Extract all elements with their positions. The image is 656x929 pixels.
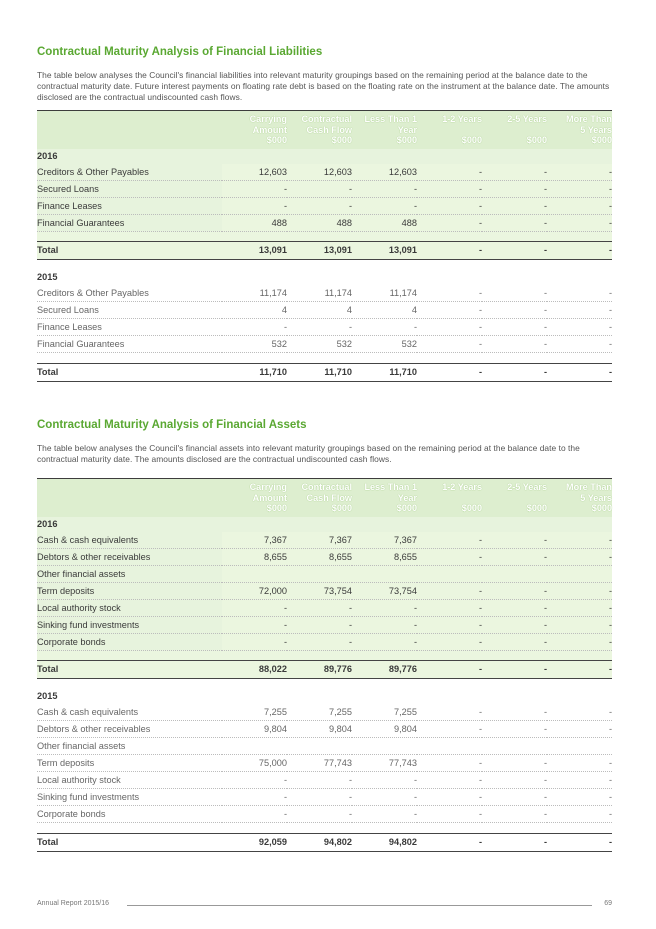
column-header bbox=[37, 111, 222, 149]
cell-value: - bbox=[547, 582, 612, 599]
cell-value: 75,000 bbox=[222, 754, 287, 771]
cell-value bbox=[547, 565, 612, 582]
spacer-row bbox=[37, 259, 612, 270]
cell-value bbox=[417, 565, 482, 582]
cell-value: - bbox=[482, 582, 547, 599]
cell-value: 488 bbox=[222, 214, 287, 231]
total-row bbox=[37, 660, 612, 678]
cell-value: 72,000 bbox=[222, 582, 287, 599]
row-label: Total bbox=[37, 241, 222, 259]
cell-value: 7,255 bbox=[222, 704, 287, 721]
table-row bbox=[37, 737, 612, 754]
cell-value: 11,174 bbox=[287, 285, 352, 302]
cell-value: - bbox=[352, 805, 417, 822]
cell-value: - bbox=[287, 616, 352, 633]
cell-value: 7,367 bbox=[287, 532, 352, 549]
page-number: 69 bbox=[604, 900, 612, 907]
row-label: Corporate bonds bbox=[37, 805, 222, 822]
row-label: Total bbox=[37, 833, 222, 851]
cell-value: - bbox=[482, 241, 547, 259]
cell-value: - bbox=[352, 318, 417, 335]
cell-value: - bbox=[547, 335, 612, 352]
year-row bbox=[37, 689, 612, 704]
table-row bbox=[37, 565, 612, 582]
cell-value: - bbox=[287, 633, 352, 650]
cell-value: 73,754 bbox=[352, 582, 417, 599]
column-header: Less Than 1 Year $000 bbox=[352, 479, 417, 517]
cell-value: - bbox=[417, 285, 482, 302]
cell-value: 4 bbox=[352, 301, 417, 318]
table-row bbox=[37, 754, 612, 771]
cell-value: - bbox=[547, 285, 612, 302]
cell-value: - bbox=[482, 771, 547, 788]
cell-value: 7,255 bbox=[287, 704, 352, 721]
cell-value: - bbox=[547, 214, 612, 231]
cell-value: - bbox=[287, 771, 352, 788]
header-row bbox=[37, 479, 612, 517]
column-header: More Than 5 Years $000 bbox=[547, 479, 612, 517]
assets-section bbox=[37, 418, 612, 852]
liabilities-section bbox=[37, 45, 612, 382]
cell-value bbox=[287, 565, 352, 582]
cell-value: - bbox=[482, 164, 547, 181]
cell-value: - bbox=[417, 197, 482, 214]
liabilities-table bbox=[37, 110, 612, 382]
cell-value bbox=[417, 737, 482, 754]
cell-value: 11,710 bbox=[352, 363, 417, 381]
table-row bbox=[37, 301, 612, 318]
cell-value: - bbox=[222, 318, 287, 335]
table-row bbox=[37, 285, 612, 302]
table-row bbox=[37, 548, 612, 565]
cell-value: 7,255 bbox=[352, 704, 417, 721]
cell-value: 7,367 bbox=[222, 532, 287, 549]
cell-value: 13,091 bbox=[287, 241, 352, 259]
cell-value: - bbox=[482, 616, 547, 633]
cell-value: 532 bbox=[222, 335, 287, 352]
cell-value: - bbox=[482, 548, 547, 565]
cell-value: 488 bbox=[352, 214, 417, 231]
cell-value: 7,367 bbox=[352, 532, 417, 549]
cell-value: - bbox=[547, 301, 612, 318]
row-label: Finance Leases bbox=[37, 318, 222, 335]
column-header: More Than 5 Years $000 bbox=[547, 111, 612, 149]
liabilities-title: Contractual Maturity Analysis of Financial Liabilities bbox=[37, 46, 323, 58]
cell-value: 488 bbox=[287, 214, 352, 231]
table-row bbox=[37, 788, 612, 805]
row-label: Financial Guarantees bbox=[37, 335, 222, 352]
cell-value: - bbox=[482, 754, 547, 771]
table-row bbox=[37, 335, 612, 352]
row-label: Debtors & other receivables bbox=[37, 548, 222, 565]
cell-value: - bbox=[417, 363, 482, 381]
cell-value: - bbox=[547, 833, 612, 851]
row-label: Debtors & other receivables bbox=[37, 720, 222, 737]
cell-value bbox=[482, 565, 547, 582]
cell-value: - bbox=[417, 241, 482, 259]
cell-value: - bbox=[482, 363, 547, 381]
column-header: Carrying Amount $000 bbox=[222, 111, 287, 149]
table-row bbox=[37, 164, 612, 181]
cell-value: 11,174 bbox=[352, 285, 417, 302]
column-header: 1-2 Years $000 bbox=[417, 111, 482, 149]
cell-value: - bbox=[547, 660, 612, 678]
spacer-row bbox=[37, 352, 612, 363]
row-label: Total bbox=[37, 363, 222, 381]
row-label: Secured Loans bbox=[37, 301, 222, 318]
cell-value: - bbox=[417, 633, 482, 650]
table-row bbox=[37, 720, 612, 737]
cell-value: - bbox=[482, 805, 547, 822]
cell-value: - bbox=[482, 318, 547, 335]
total-row bbox=[37, 833, 612, 851]
cell-value: 73,754 bbox=[287, 582, 352, 599]
row-label: Other financial assets bbox=[37, 565, 222, 582]
cell-value: - bbox=[287, 599, 352, 616]
row-label: Local authority stock bbox=[37, 599, 222, 616]
year-label: 2016 bbox=[37, 149, 612, 164]
column-header: Less Than 1 Year $000 bbox=[352, 111, 417, 149]
cell-value: 8,655 bbox=[222, 548, 287, 565]
cell-value: - bbox=[547, 318, 612, 335]
column-header: 2-5 Years $000 bbox=[482, 479, 547, 517]
column-header bbox=[37, 479, 222, 517]
cell-value: - bbox=[547, 197, 612, 214]
cell-value bbox=[222, 565, 287, 582]
cell-value: - bbox=[417, 599, 482, 616]
cell-value: - bbox=[287, 318, 352, 335]
cell-value: - bbox=[547, 805, 612, 822]
cell-value: 11,174 bbox=[222, 285, 287, 302]
cell-value bbox=[287, 737, 352, 754]
cell-value: 13,091 bbox=[222, 241, 287, 259]
cell-value: - bbox=[417, 771, 482, 788]
cell-value: - bbox=[547, 771, 612, 788]
cell-value: - bbox=[482, 833, 547, 851]
cell-value: - bbox=[222, 616, 287, 633]
cell-value: 12,603 bbox=[352, 164, 417, 181]
table-row bbox=[37, 771, 612, 788]
cell-value: - bbox=[547, 164, 612, 181]
cell-value: - bbox=[482, 214, 547, 231]
page-footer bbox=[37, 900, 612, 912]
cell-value: - bbox=[547, 548, 612, 565]
cell-value: - bbox=[547, 633, 612, 650]
cell-value: - bbox=[417, 805, 482, 822]
cell-value: - bbox=[482, 788, 547, 805]
cell-value: 9,804 bbox=[352, 720, 417, 737]
cell-value: - bbox=[222, 805, 287, 822]
cell-value: 12,603 bbox=[287, 164, 352, 181]
cell-value bbox=[352, 565, 417, 582]
cell-value: - bbox=[222, 197, 287, 214]
cell-value: 532 bbox=[352, 335, 417, 352]
assets-intro: The table below analyses the Council's financial assets into relevant maturity groupings based on the remaining period at the balance date to the contractual maturity date. The amounts disclosed are the contractual undiscounted cash flows. bbox=[37, 443, 580, 464]
cell-value: - bbox=[417, 616, 482, 633]
cell-value: - bbox=[417, 788, 482, 805]
table-row bbox=[37, 532, 612, 549]
cell-value: - bbox=[482, 197, 547, 214]
row-label: Secured Loans bbox=[37, 180, 222, 197]
column-header: Contractual Cash Flow $000 bbox=[287, 111, 352, 149]
spacer-row bbox=[37, 650, 612, 660]
cell-value: - bbox=[417, 214, 482, 231]
column-header: Carrying Amount $000 bbox=[222, 479, 287, 517]
cell-value: - bbox=[417, 335, 482, 352]
cell-value bbox=[547, 737, 612, 754]
cell-value: - bbox=[352, 599, 417, 616]
table-row bbox=[37, 616, 612, 633]
cell-value: - bbox=[352, 197, 417, 214]
row-label: Finance Leases bbox=[37, 197, 222, 214]
table-row bbox=[37, 180, 612, 197]
cell-value: 9,804 bbox=[287, 720, 352, 737]
row-label: Sinking fund investments bbox=[37, 788, 222, 805]
row-label: Creditors & Other Payables bbox=[37, 164, 222, 181]
assets-table bbox=[37, 478, 612, 852]
cell-value: - bbox=[547, 788, 612, 805]
cell-value: - bbox=[287, 805, 352, 822]
cell-value: - bbox=[417, 180, 482, 197]
row-label: Total bbox=[37, 660, 222, 678]
cell-value: - bbox=[482, 301, 547, 318]
cell-value: - bbox=[352, 771, 417, 788]
cell-value: - bbox=[547, 720, 612, 737]
cell-value: - bbox=[417, 720, 482, 737]
table-row bbox=[37, 582, 612, 599]
column-header: 2-5 Years $000 bbox=[482, 111, 547, 149]
cell-value: 88,022 bbox=[222, 660, 287, 678]
cell-value: - bbox=[547, 704, 612, 721]
cell-value: 8,655 bbox=[287, 548, 352, 565]
cell-value: - bbox=[352, 788, 417, 805]
cell-value: - bbox=[547, 754, 612, 771]
cell-value: 89,776 bbox=[287, 660, 352, 678]
cell-value: 4 bbox=[222, 301, 287, 318]
cell-value: - bbox=[417, 548, 482, 565]
cell-value: - bbox=[417, 582, 482, 599]
row-label: Other financial assets bbox=[37, 737, 222, 754]
cell-value: - bbox=[417, 704, 482, 721]
year-row bbox=[37, 517, 612, 532]
total-row bbox=[37, 363, 612, 381]
cell-value: - bbox=[222, 788, 287, 805]
row-label: Corporate bonds bbox=[37, 633, 222, 650]
cell-value: 94,802 bbox=[352, 833, 417, 851]
cell-value bbox=[352, 737, 417, 754]
cell-value: - bbox=[287, 788, 352, 805]
cell-value: - bbox=[482, 633, 547, 650]
cell-value: - bbox=[417, 833, 482, 851]
cell-value: 13,091 bbox=[352, 241, 417, 259]
cell-value: 92,059 bbox=[222, 833, 287, 851]
footer-report-name: Annual Report 2015/16 bbox=[37, 900, 109, 907]
cell-value: - bbox=[352, 633, 417, 650]
cell-value: 4 bbox=[287, 301, 352, 318]
cell-value: - bbox=[417, 754, 482, 771]
cell-value bbox=[482, 737, 547, 754]
header-row bbox=[37, 111, 612, 149]
table-row bbox=[37, 704, 612, 721]
year-label: 2015 bbox=[37, 271, 58, 282]
cell-value: - bbox=[547, 180, 612, 197]
table-row bbox=[37, 633, 612, 650]
spacer-row bbox=[37, 678, 612, 689]
cell-value: - bbox=[352, 180, 417, 197]
cell-value: - bbox=[287, 180, 352, 197]
cell-value: - bbox=[222, 599, 287, 616]
cell-value: - bbox=[547, 599, 612, 616]
spacer-row bbox=[37, 231, 612, 241]
table-row bbox=[37, 599, 612, 616]
assets-title: Contractual Maturity Analysis of Financial Assets bbox=[37, 419, 307, 431]
footer-rule bbox=[127, 905, 592, 906]
cell-value: 89,776 bbox=[352, 660, 417, 678]
cell-value: - bbox=[482, 704, 547, 721]
row-label: Local authority stock bbox=[37, 771, 222, 788]
cell-value: - bbox=[482, 720, 547, 737]
liabilities-intro: The table below analyses the Council's financial liabilities into relevant maturity groupings based on the remaining period at the balance date to the contractual maturity date. Future interest payments on floating rate debt is based on the floating rate on the instrument at the balance date. The amounts disclosed are the contractual undiscounted cash flows. bbox=[37, 70, 610, 102]
cell-value: - bbox=[547, 616, 612, 633]
table-row bbox=[37, 214, 612, 231]
cell-value: 77,743 bbox=[352, 754, 417, 771]
cell-value bbox=[222, 737, 287, 754]
year-row bbox=[37, 149, 612, 164]
cell-value: 94,802 bbox=[287, 833, 352, 851]
cell-value: - bbox=[547, 532, 612, 549]
cell-value: - bbox=[482, 285, 547, 302]
cell-value: - bbox=[417, 532, 482, 549]
cell-value: - bbox=[547, 363, 612, 381]
row-label: Term deposits bbox=[37, 582, 222, 599]
cell-value: 11,710 bbox=[287, 363, 352, 381]
row-label: Sinking fund investments bbox=[37, 616, 222, 633]
cell-value: 9,804 bbox=[222, 720, 287, 737]
row-label: Cash & cash equivalents bbox=[37, 532, 222, 549]
row-label: Creditors & Other Payables bbox=[37, 285, 222, 302]
row-label: Financial Guarantees bbox=[37, 214, 222, 231]
cell-value: - bbox=[417, 660, 482, 678]
cell-value: 77,743 bbox=[287, 754, 352, 771]
cell-value: - bbox=[417, 164, 482, 181]
cell-value: - bbox=[222, 633, 287, 650]
row-label: Cash & cash equivalents bbox=[37, 704, 222, 721]
year-label: 2015 bbox=[37, 690, 58, 701]
spacer-row bbox=[37, 822, 612, 833]
year-label: 2016 bbox=[37, 517, 612, 532]
cell-value: 11,710 bbox=[222, 363, 287, 381]
cell-value: - bbox=[222, 771, 287, 788]
table-row bbox=[37, 318, 612, 335]
cell-value: - bbox=[482, 599, 547, 616]
row-label: Term deposits bbox=[37, 754, 222, 771]
cell-value: 532 bbox=[287, 335, 352, 352]
table-row bbox=[37, 197, 612, 214]
table-row bbox=[37, 805, 612, 822]
column-header: 1-2 Years $000 bbox=[417, 479, 482, 517]
cell-value: - bbox=[482, 532, 547, 549]
cell-value: - bbox=[482, 180, 547, 197]
cell-value: - bbox=[482, 660, 547, 678]
cell-value: 8,655 bbox=[352, 548, 417, 565]
cell-value: 12,603 bbox=[222, 164, 287, 181]
cell-value: - bbox=[352, 616, 417, 633]
cell-value: - bbox=[417, 301, 482, 318]
column-header: Contractual Cash Flow $000 bbox=[287, 479, 352, 517]
cell-value: - bbox=[417, 318, 482, 335]
cell-value: - bbox=[287, 197, 352, 214]
cell-value: - bbox=[482, 335, 547, 352]
cell-value: - bbox=[547, 241, 612, 259]
cell-value: - bbox=[222, 180, 287, 197]
year-row bbox=[37, 270, 612, 285]
total-row bbox=[37, 241, 612, 259]
